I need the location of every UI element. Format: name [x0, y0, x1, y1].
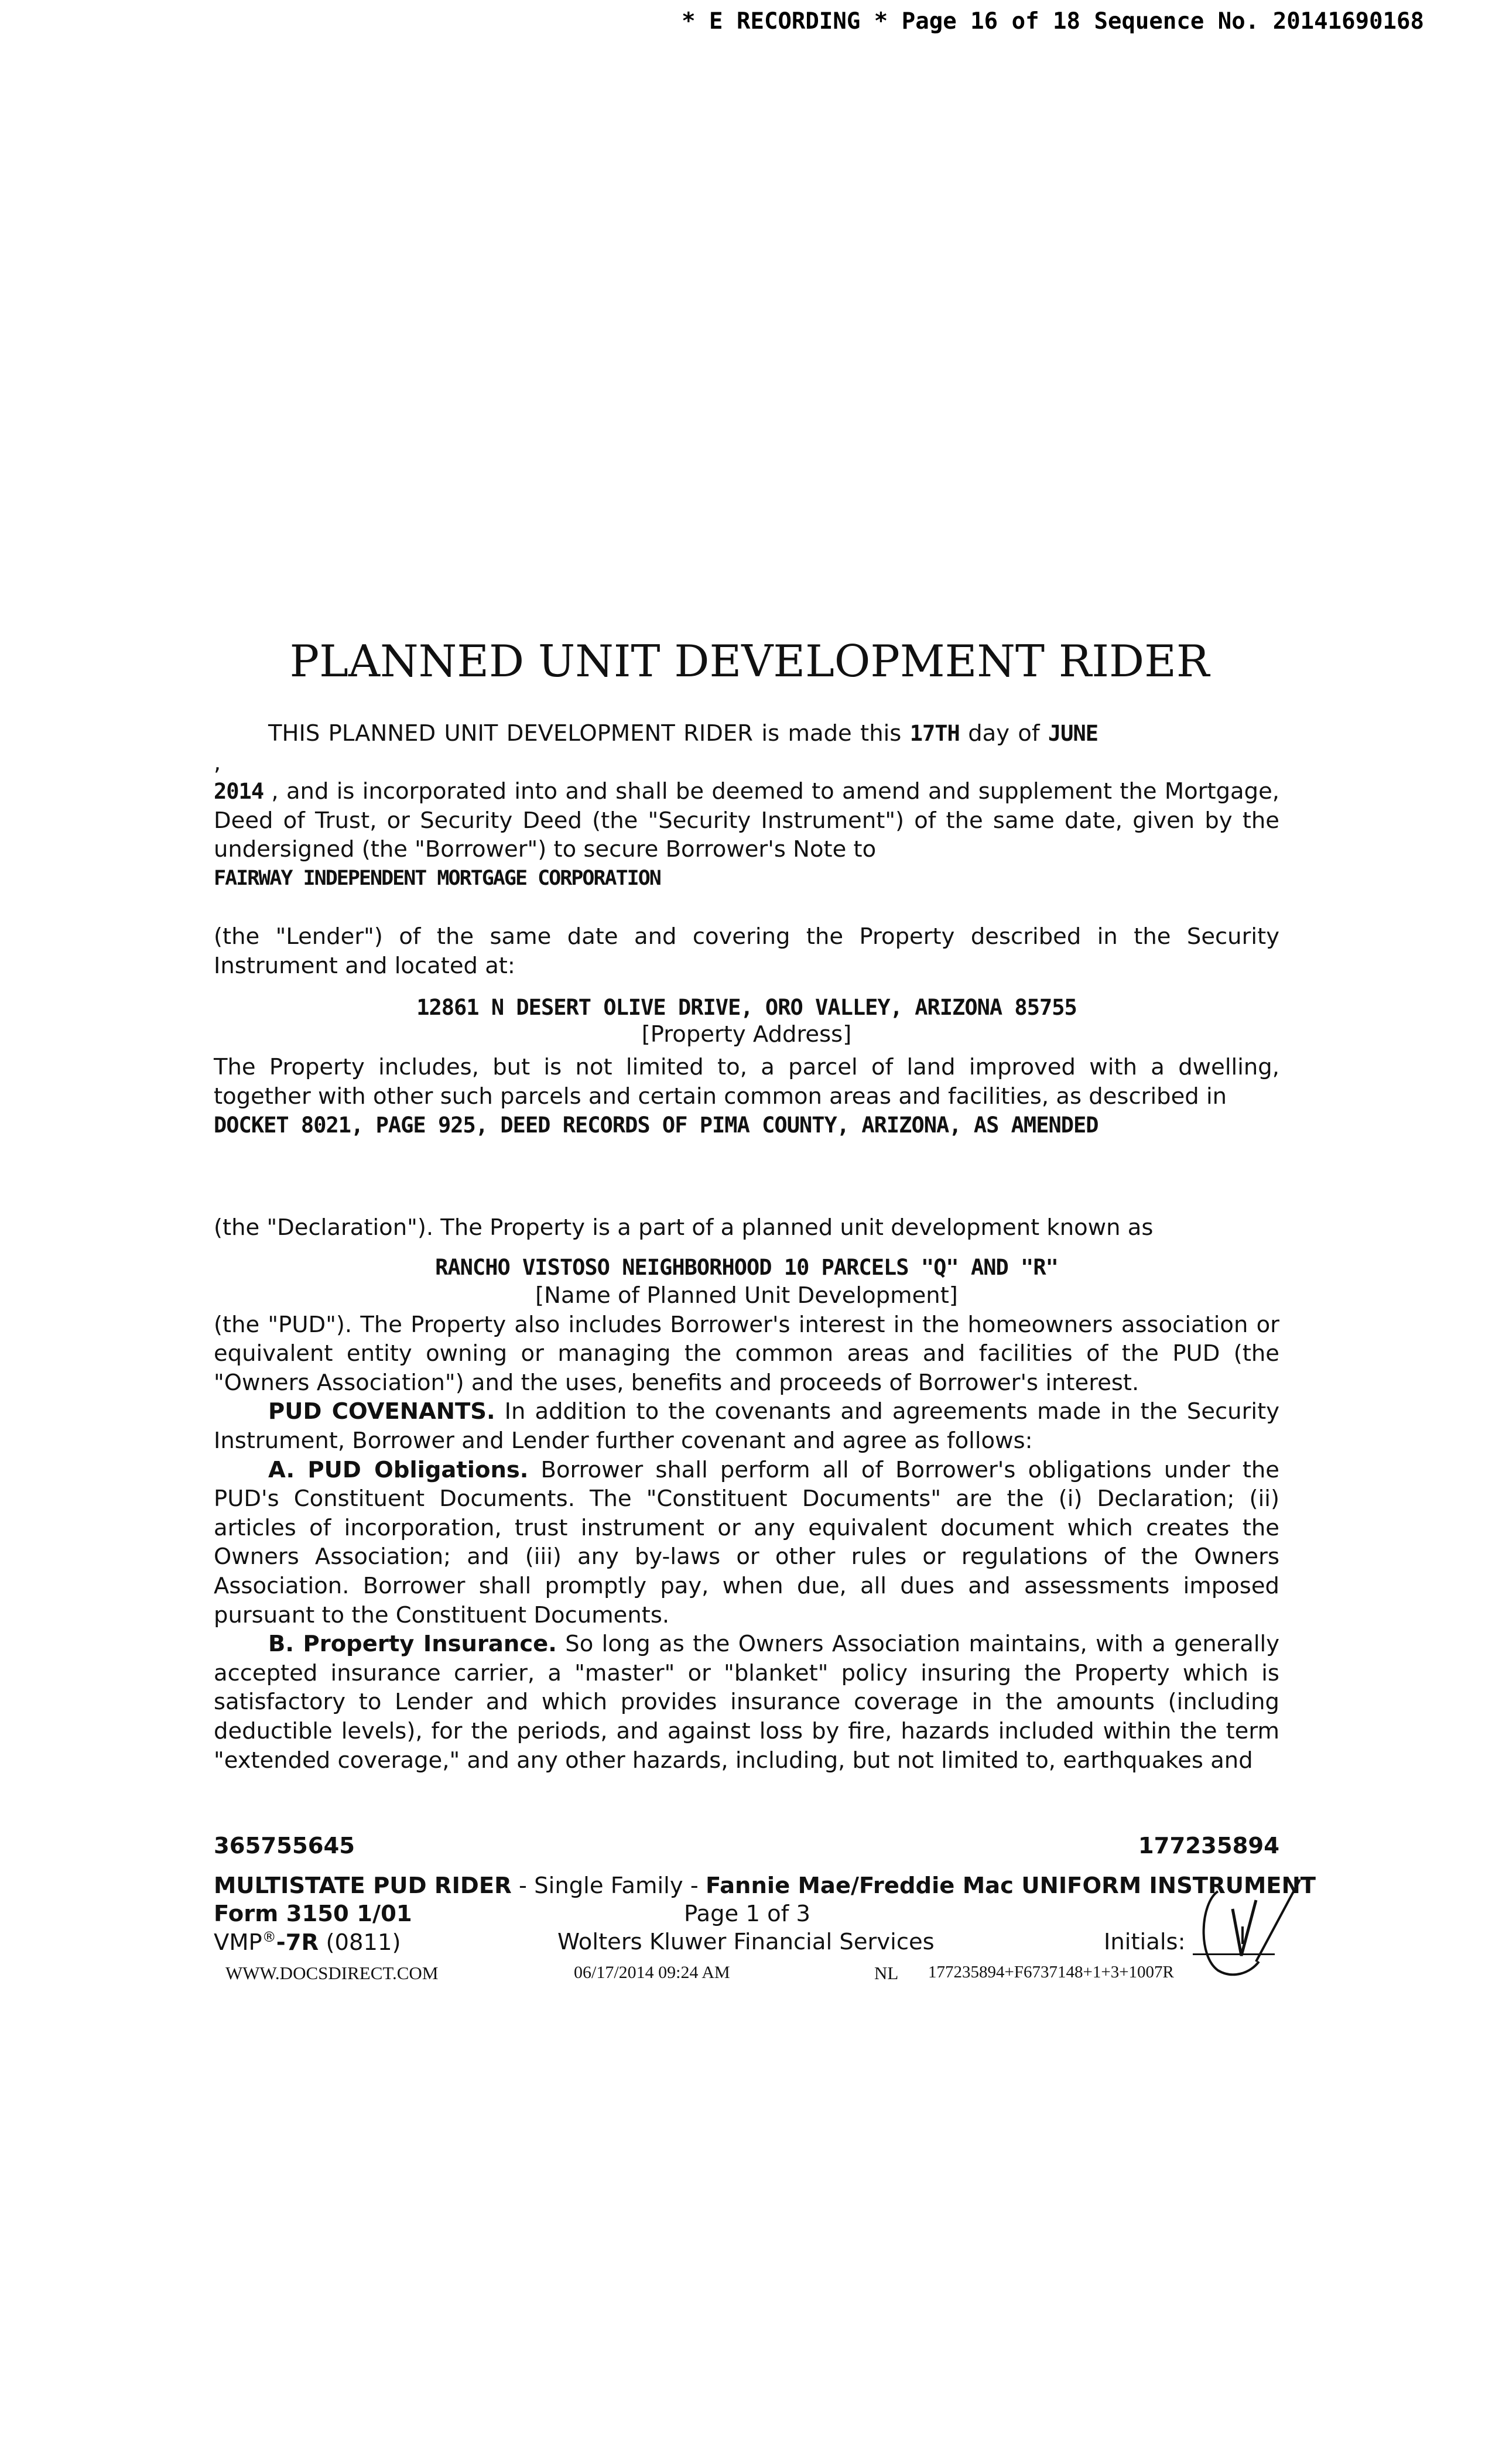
document-code: 177235894+F6737148+1+3+1007R: [928, 1963, 1174, 1982]
print-timestamp: 06/17/2014 09:24 AM: [574, 1963, 730, 1982]
page-indicator: Page 1 of 3: [684, 1901, 811, 1927]
rider-year: 2014: [214, 779, 264, 805]
initials-label: Initials:: [1104, 1929, 1186, 1955]
publisher: Wolters Kluwer Financial Services: [557, 1929, 935, 1955]
registered-mark: ®: [262, 1929, 276, 1945]
covenants-heading: PUD COVENANTS.: [268, 1398, 495, 1425]
lender-paragraph-block: [214, 922, 1279, 1140]
declaration-reference: DOCKET 8021, PAGE 925, DEED RECORDS OF PIMA COUNTY, ARIZONA, AS AMENDED: [214, 1113, 1098, 1138]
covenant-b-text: So long as the Owners Association maintains, with a generally accepted insurance carrier, a "master" or "blanket" policy insuring the Property which is satisfactory to Lender and which provides insurance coverage in the amounts (including deductible levels), for the periods, and against loss by fire, hazards included within the term "extended coverage," and any other hazards, including, but not limited to, earthquakes and: [214, 1631, 1279, 1774]
vmp-code: [214, 1929, 401, 1956]
nl-code: NL: [874, 1963, 899, 1983]
property-address: 12861 N DESERT OLIVE DRIVE, ORO VALLEY, ARIZONA 85755: [416, 995, 1077, 1021]
reference-number: 177235894: [1138, 1833, 1279, 1859]
form-title-part: - Single Family -: [511, 1873, 706, 1899]
covenant-a-text: Borrower shall perform all of Borrower's obligations under the PUD's Constituent Documents. The "Constituent Documents" are the (i) Declaration; (ii) articles of incorporation, trust instrument or any equivalent document which creates the Owners Association; and (iii) any by-laws or other rules or regulations of the Owners Association. Borrower shall promptly pay, when due, all dues and assessments imposed pursuant to the Constituent Documents.: [214, 1456, 1279, 1628]
rider-day: 17TH: [909, 721, 960, 746]
lender-name: FAIRWAY INDEPENDENT MORTGAGE CORPORATION: [214, 866, 660, 890]
website: WWW.DOCSDIRECT.COM: [225, 1963, 439, 1983]
recording-header: * E RECORDING * Page 16 of 18 Sequence No. 20141690168: [682, 8, 1424, 35]
covenant-b: [214, 1630, 1279, 1775]
property-description: [214, 1053, 1279, 1140]
pud-paragraph: (the "PUD"). The Property also includes Borrower's interest in the homeowners association or equivalent entity owning or managing the common areas and facilities of the PUD (the "Owners Association") and the uses, benefits and proceeds of Borrower's interest.: [214, 1311, 1279, 1396]
declaration-paragraph: (the "Declaration"). The Property is a part of a planned unit development known as: [214, 1214, 1154, 1241]
vmp-part: -7R: [276, 1929, 319, 1956]
initials-signature-mark: [1177, 1856, 1306, 1985]
form-title-part: Fannie Mae/Freddie Mac UNIFORM INSTRUMENT: [706, 1873, 1316, 1899]
property-address-label: [Property Address]: [641, 1021, 852, 1048]
intro-text: THIS PLANNED UNIT DEVELOPMENT RIDER is made this: [268, 720, 910, 747]
vmp-part: (0811): [319, 1929, 401, 1956]
covenant-b-heading: B. Property Insurance.: [268, 1631, 557, 1658]
rider-body: [214, 719, 1279, 894]
document-title: PLANNED UNIT DEVELOPMENT RIDER: [289, 635, 1210, 687]
rider-month: JUNE: [1048, 721, 1098, 746]
pud-block: [214, 1213, 1279, 1775]
covenant-a: [214, 1456, 1279, 1630]
intro-text: ,: [214, 749, 221, 776]
vmp-part: VMP: [214, 1929, 262, 1956]
form-footer: [214, 1833, 1316, 1997]
intro-paragraph: [214, 719, 1279, 864]
pud-name: RANCHO VISTOSO NEIGHBORHOOD 10 PARCELS "Q" AND "R": [435, 1254, 1058, 1280]
form-title-part: MULTISTATE PUD RIDER: [214, 1873, 512, 1899]
property-description-text: The Property includes, but is not limited to, a parcel of land improved with a dwelling, together with other such parcels and certain common areas and facilities, as described in: [214, 1054, 1279, 1110]
pud-name-label: [Name of Planned Unit Development]: [535, 1282, 958, 1309]
intro-text: , and is incorporated into and shall be deemed to amend and supplement the Mortgage, Deed of Trust, or Security Deed (the "Security Instrument") of the same date, given by the undersigned (the "Borrower") to secure Borrower's Note to: [214, 778, 1279, 863]
covenants-text: In addition to the covenants and agreements made in the Security Instrument, Borrower and Lender further covenant and agree as follows:: [214, 1398, 1279, 1454]
form-number: Form 3150 1/01: [214, 1901, 412, 1927]
intro-text: day of: [959, 720, 1048, 747]
loan-number: 365755645: [214, 1833, 355, 1859]
pud-covenants: [214, 1397, 1279, 1455]
covenant-a-heading: A. PUD Obligations.: [268, 1456, 529, 1483]
form-title: [214, 1873, 1316, 1899]
lender-paragraph: (the "Lender") of the same date and covering the Property described in the Security Instrument and located at:: [214, 923, 1279, 979]
